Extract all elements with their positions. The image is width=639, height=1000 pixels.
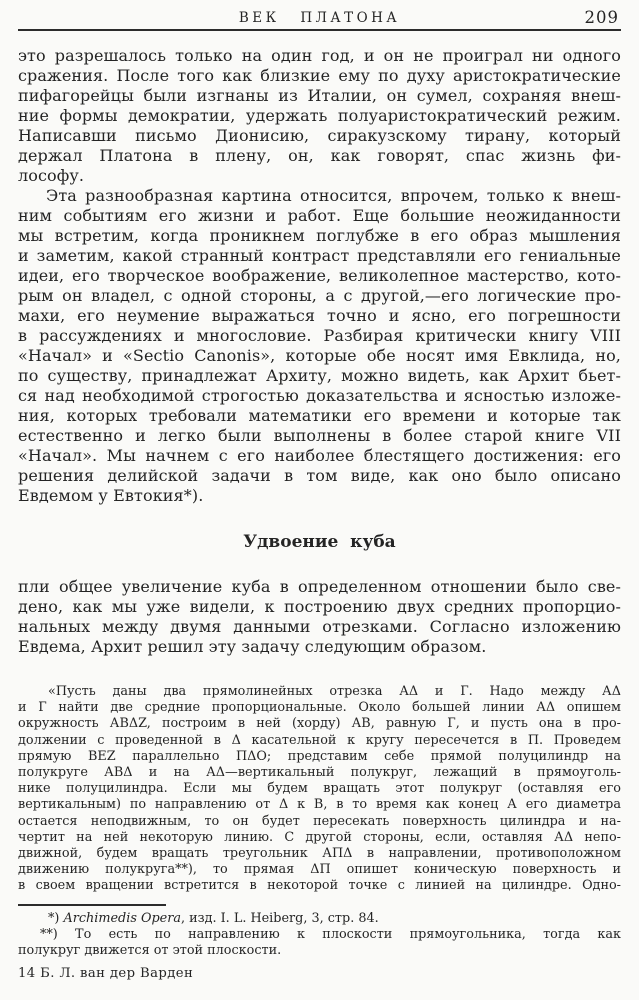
text-line: лософу. [18,166,85,185]
text-line: полукруге АВΔ и на АΔ—вертикальный полукруг, лежащий в прямоуголь- [18,765,621,781]
text-line: движению полукруга**), то прямая ΔП опишет коническую поверхность и [18,862,621,878]
footnotes [18,911,621,960]
text-line: мы встретим, когда проникнем поглубже в его образ мышления [18,226,621,245]
text-line: решения делийской задачи в том виде, как оно было описано [18,466,621,485]
text-line: пли общее увеличение куба в определенном отношении было све- [18,577,621,596]
text-line: «Начал». Мы начнем с его наиболее блестящего достижения: его [18,446,621,465]
text-line: нальных между двумя данными отрезками. Согласно изложению [18,617,621,636]
page-header [18,0,621,31]
paragraph-main [18,186,621,506]
text-line: в рассуждениях и многословие. Разбирая критически книгу VIII [18,326,621,345]
text-line: ся над необходимой строгостью доказательства и ясностью изложе- [18,386,621,405]
paragraph-quote [18,684,621,895]
text-line: **) То есть по направлению к плоскости прямоугольника, тогда как [40,926,621,942]
page-body [18,46,621,959]
text-line: ния, которых требовали математики его времени и которые так [18,406,621,425]
text-line: держал Платона в плену, он, как говорят, спас жизнь фи- [18,146,621,165]
header-rule [18,29,621,31]
text-line: идеи, его творческое воображение, великолепное мастерство, кото- [18,266,621,285]
paragraph-intro [18,577,621,657]
text-line: чертит на ней некоторую линию. С другой стороны, если, оставляя АΔ непо- [18,829,621,845]
text-line: остается неподвижным, то он будет пересекать поверхность цилиндра и на- [18,813,621,829]
running-title: ВЕК ПЛАТОНА [238,10,401,26]
text-line: по существу, принадлежат Архиту, можно видеть, как Архит бьет- [18,366,621,385]
text-line: и Г найти две средние пропорциональные. Около большей линии АΔ опишем [18,700,621,716]
text-line: и заметим, какой странный контраст представляли его гениальные [18,246,621,265]
text-line: должении с проведенной в Δ касательной к кругу пересечется в П. Проведем [18,732,621,748]
text-line: дено, как мы уже видели, к построению двух средних пропорцио- [18,597,621,616]
text-line: в своем вращении встретится в некоторой точке с линией на цилиндре. Одно- [18,878,621,894]
text-line: *) Archimedis Opera, изд. I. L. Heiberg, 3, стр. 84. [48,910,379,926]
text-line: махи, его неумение выражаться точно и ясно, его погрешности [18,306,621,325]
text-line: Эта разнообразная картина относится, впрочем, только к внеш- [46,186,621,205]
text-line: вертикальным) по направлению от Δ к В, в то время как конец А его диаметра [18,797,621,813]
text-line: пифагорейцы были изгнаны из Италии, он сумел, сохраняя внеш- [18,86,621,105]
text-line: естественно и легко были выполнены в более старой книге VII [18,426,621,445]
page-number: 209 [584,8,619,27]
text-line: окружность АВΔZ, построим в ней (хорду) АВ, равную Г, и пусть она в про- [18,716,621,732]
text-line: движной, будем вращать треугольник АПΔ в направлении, противоположном [18,846,621,862]
text-line: Евдемом у Евтокия*). [18,486,204,505]
text-line: Написавши письмо Дионисию, сиракузскому тирану, который [18,126,621,145]
footnote-separator [18,904,166,906]
paragraph-continuation [18,46,621,186]
text-line: сражения. После того как близкие ему по духу аристократические [18,66,621,85]
printer-signature: 14 Б. Л. ван дер Варден [18,966,194,982]
text-line: рым он владел, с одной стороны, а с другой,—его логические про- [18,286,621,305]
text-line: Евдема, Архит решил эту задачу следующим образом. [18,637,487,656]
text-line: нике полуцилиндра. Если мы будем вращать этот полукруг (оставляя его [18,781,621,797]
text-line: полукруг движется от этой плоскости. [18,943,282,959]
section-heading: Удвоение куба [243,532,396,552]
text-line: это разрешалось только на один год, и он не проиграл ни одного [18,46,621,65]
text-line: прямую BEZ параллельно ПΔО; представим себе прямой полуцилиндр на [18,748,621,764]
text-line: ним событиям его жизни и работ. Еще большие неожиданности [18,206,621,225]
text-line: «Пусть даны два прямолинейных отрезка АΔ и Г. Надо между АΔ [48,684,621,699]
text-line: «Начал» и «Sectio Canonis», которые обе носят имя Евклида, но, [18,346,621,365]
text-line: ние формы демократии, удержать полуаристократический режим. [18,106,621,125]
